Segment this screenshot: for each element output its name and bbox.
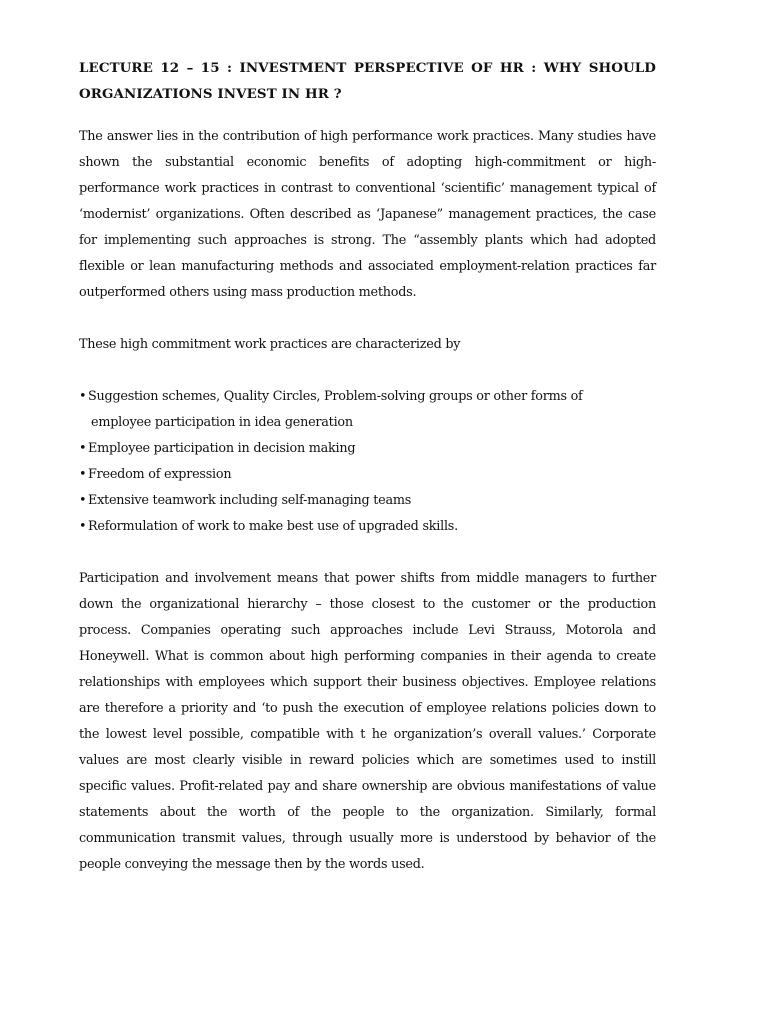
list-item <box>79 462 656 488</box>
list-intro: These high commitment work practices are characterized by <box>79 337 461 352</box>
participation-paragraph: Participation and involvement means that power shifts from middle managers to further down the organizational hierarchy – those closest to the customer or the production process. Companies operating such approaches include Levi Strauss, Motorola and Honeywell. What is common about high performing companies in their agenda to create relationships with employees which support their business objectives. Employee relations are therefore a priority and ‘to push the execution of employee relations policies down to the lowest level possible, compatible with t he organization’s overall values.’ Corporate values are most clearly visible in reward policies which are sometimes used to instill specific values. Profit-related pay and share ownership are obvious manifestations of value statements about the worth of the people to the organization. Similarly, formal communication transmit values, through usually more is understood by behavior of the people conveying the message then by the words used. <box>79 571 656 872</box>
bullet-icon: • <box>79 389 87 404</box>
list-item-text: Extensive teamwork including self-managing teams <box>88 493 412 508</box>
list-item <box>79 384 656 436</box>
bullet-icon: • <box>79 493 87 508</box>
practices-list <box>79 384 656 540</box>
list-item <box>79 488 656 514</box>
list-item-text: Employee participation in decision making <box>88 441 356 456</box>
list-item-continuation: employee participation in idea generation <box>91 415 353 430</box>
lecture-title: LECTURE 12 – 15 : INVESTMENT PERSPECTIVE OF HR : WHY SHOULD ORGANIZATIONS INVEST IN HR ? <box>79 60 656 102</box>
list-item-text: Freedom of expression <box>88 467 232 482</box>
list-item <box>79 514 656 540</box>
bullet-icon: • <box>79 467 87 482</box>
bullet-icon: • <box>79 519 87 534</box>
bullet-icon: • <box>79 441 87 456</box>
list-item-text: Reformulation of work to make best use of upgraded skills. <box>88 519 458 534</box>
list-item-text: Suggestion schemes, Quality Circles, Problem-solving groups or other forms of <box>88 389 583 404</box>
list-item <box>79 436 656 462</box>
document-page <box>79 55 656 878</box>
intro-paragraph: The answer lies in the contribution of high performance work practices. Many studies have shown the substantial economic benefits of adopting high-commitment or high-performance work practices in contrast to conventional ‘scientific’ management typical of ‘modernist’ organizations. Often described as ‘Japanese” management practices, the case for implementing such approaches is strong. The “assembly plants which had adopted flexible or lean manufacturing methods and associated employment-relation practices far outperformed others using mass production methods. <box>79 129 656 300</box>
